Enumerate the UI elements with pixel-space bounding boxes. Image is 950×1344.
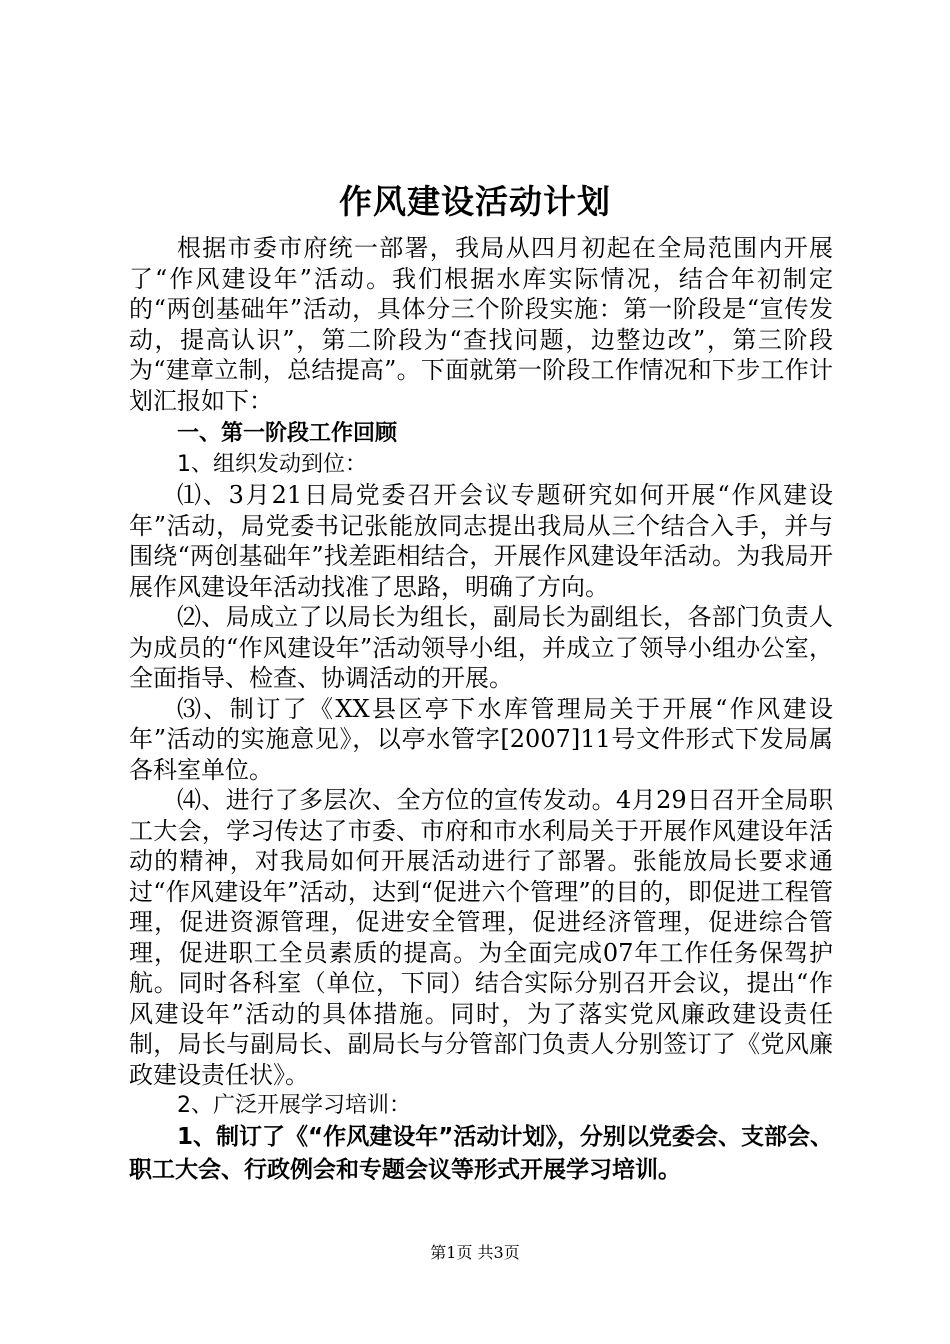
document-body bbox=[129, 233, 833, 1187]
section-heading-1: 一、第一阶段工作回顾 bbox=[177, 421, 398, 446]
item-paragraph-1: ⑴、3月21日局党委召开会议专题研究如何开展“作风建设年”活动，局党委书记张能放同志提出我局从三个结合入手，并与围绕“两创基础年”找差距相结合，开展作风建设年活动。为我局开展作风建设年活动找准了思路，明确了方向。 bbox=[129, 481, 833, 601]
subsection-heading-1: 1、组织发动到位： bbox=[177, 452, 367, 477]
document-title: 作风建设活动计划 bbox=[339, 182, 611, 221]
intro-paragraph: 根据市委市府统一部署，我局从四月初起在全局范围内开展了“作风建设年”活动。我们根据水库实际情况，结合年初制定的“两创基础年”活动，具体分三个阶段实施：第一阶段是“宣传发动，提高认识”，第二阶段为“查找问题，边整边改”，第三阶段为“建章立制，总结提高”。下面就第一阶段工作情况和下步工作计划汇报如下： bbox=[129, 234, 833, 415]
item-paragraph-2: ⑵、局成立了以局长为组长，副局长为副组长，各部门负责人为成员的“作风建设年”活动领导小组，并成立了领导小组办公室，全面指导、检查、协调活动的开展。 bbox=[129, 603, 833, 692]
page-footer: 第1页 共3页 bbox=[430, 1243, 520, 1262]
item-paragraph-3: ⑶、制订了《XX县区亭下水库管理局关于开展“作风建设年”活动的实施意见》，以亭水管字[2007]11号文件形式下发局属各科室单位。 bbox=[129, 694, 833, 784]
subsection-heading-2: 2、广泛开展学习培训： bbox=[177, 1093, 411, 1118]
item-paragraph-4: ⑷、进行了多层次、全方位的宣传发动。4月29日召开全局职工大会，学习传达了市委、市府和市水利局关于开展作风建设年活动的精神，对我局如何开展活动进行了部署。张能放局长要求通过“作风建设年”活动，达到“促进六个管理”的目的，即促进工程管理，促进资源管理，促进安全管理，促进经济管理，促进综合管理，促进职工全员素质的提高。为全面完成07年工作任务保驾护航。同时各科室（单位，下同）结合实际分别召开会议，提出“作风建设年”活动的具体措施。同时，为了落实党风廉政建设责任制，局长与副局长、副局长与分管部门负责人分别签订了《党风廉政建设责任状》。 bbox=[129, 786, 833, 1089]
training-paragraph-1: 1、制订了《“作风建设年”活动计划》，分别以党委会、支部会、职工大会、行政例会和专题会议等形式开展学习培训。 bbox=[129, 1124, 833, 1183]
